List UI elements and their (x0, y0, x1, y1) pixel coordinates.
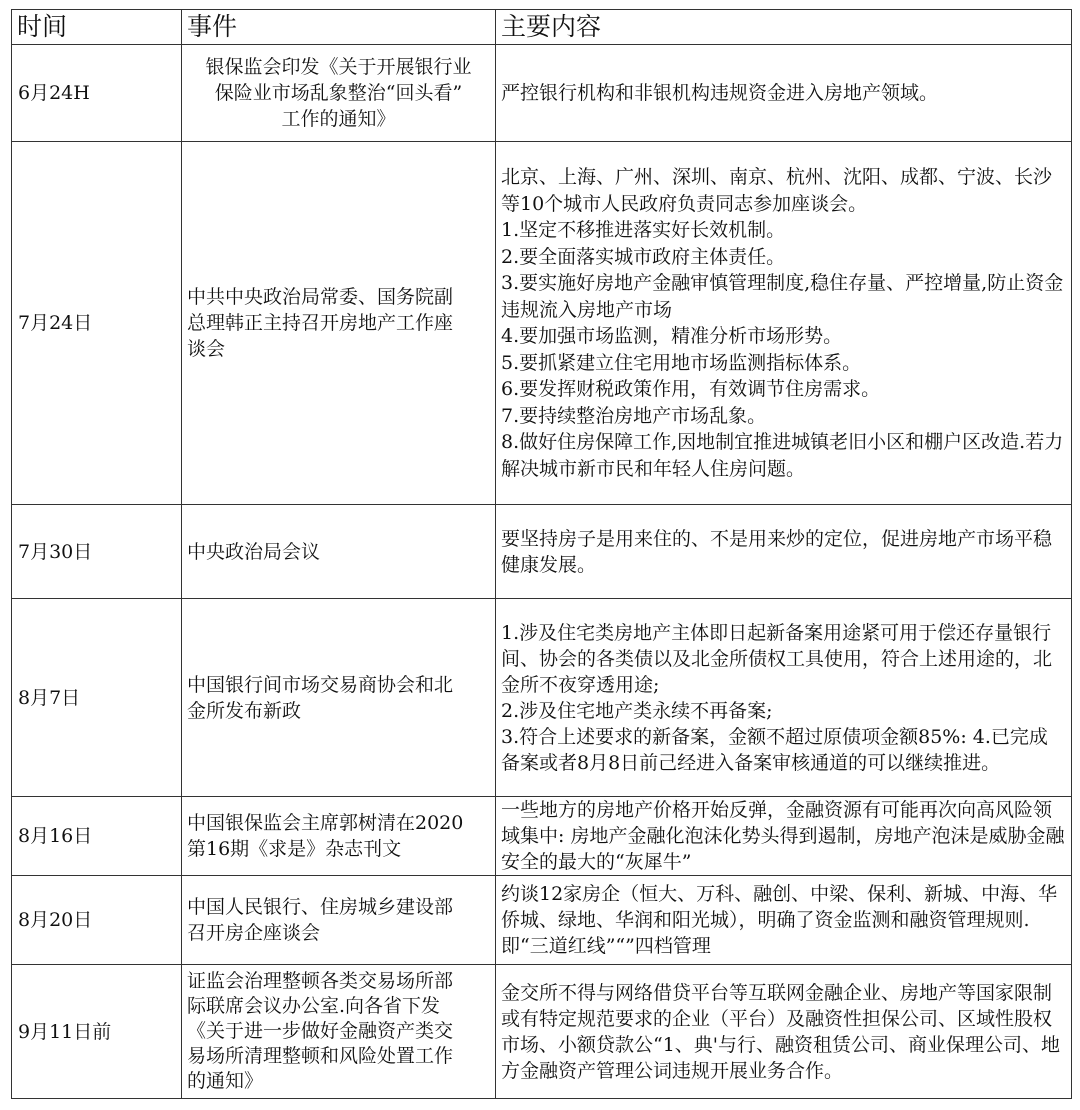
content-paragraph: 严控银行机构和非银机构违规资金进入房地产领域。 (501, 82, 939, 104)
content-paragraph: 7.要持续整治房地产市场乱象。 (501, 404, 767, 427)
event-line: 谈会 (187, 338, 226, 360)
date-cell: 6月24H (12, 45, 182, 142)
event-line: 中国银行间市场交易商协会和北 (187, 673, 454, 696)
event-line: 召开房企座谈会 (187, 922, 321, 944)
header-time: 时间 (12, 10, 182, 45)
content-paragraph: 1.坚定不移推进落实好长效机制。 (501, 219, 786, 241)
table-row (12, 142, 1072, 505)
content-paragraph: 6.要发挥财税政策作用，有效调节住房需求。 (501, 378, 881, 400)
content-paragraph: 1.涉及住宅类房地产主体即日起新备案用途紧可用于偿还存量银行间、协会的各类债以及北金所债权工具使用，符合上述用途的，北金所不夜穿透用途; (501, 621, 1053, 696)
content-paragraph: 8.做好住房保障工作,因地制宜推进城镇老旧小区和棚户区改造.若力解决城市新市民和年轻人住房问题。 (501, 431, 1064, 480)
content-paragraph: 4.要加强市场监测，精准分析市场形势。 (501, 325, 843, 347)
date-cell: 7月24日 (12, 142, 182, 505)
event-cell (182, 142, 496, 505)
table-row (12, 965, 1072, 1099)
table-row (12, 45, 1072, 142)
content-paragraph: 约谈12家房企（恒大、万科、融创、中梁、保利、新城、中海、华侨城、绿地、华润和阳光城），明确了资金监测和融资管理规则.即“三道红线”“”四档管理 (501, 883, 1058, 957)
date-cell: 8月20日 (12, 876, 182, 965)
header-event: 事件 (182, 10, 496, 45)
content-paragraph: 2.要全面落实城市政府主体责任。 (501, 245, 786, 268)
event-cell (182, 965, 496, 1099)
table-row (12, 797, 1072, 876)
policy-events-table (11, 9, 1072, 1099)
date-cell: 9月11日前 (12, 965, 182, 1099)
content-cell (496, 797, 1072, 876)
content-cell (496, 876, 1072, 965)
content-cell (496, 505, 1072, 599)
content-paragraph: 要坚持房子是用来住的、不是用来炒的定位，促进房地产市场平稳健康发展。 (501, 527, 1053, 576)
content-cell (496, 965, 1072, 1099)
content-paragraph: 3.要实施好房地产金融审慎管理制度,稳住存量、严控增量,防止资金违规流入房地产市场 (501, 272, 1064, 321)
content-paragraph: 5.要抓紧建立住宅用地市场监测指标体系。 (501, 351, 862, 374)
content-cell (496, 45, 1072, 142)
content-paragraph: 一些地方的房地产价格开始反弹，金融资源有可能再次向高风险领域集中: 房地产金融化泡沫化势头得到遏制，房地产泡沫是威胁金融安全的最大的“灰犀牛” (501, 799, 1065, 873)
event-line: 工作的通知》 (281, 108, 396, 130)
content-paragraph: 金交所不得与网络借贷平台等互联网金融企业、房地产等国家限制或有特定规范要求的企业（平台）及融资性担保公司、区域性股权市场、小额贷款公“1、典'与行、融资租赁公司、商业保理公司、地方金融资产管理公词违规开展业务合作。 (501, 981, 1061, 1082)
event-line: 总理韩正主持召开房地产工作座 (187, 312, 454, 334)
event-line: 《关于进一步做好金融资产类交 (187, 1020, 454, 1042)
date-cell: 8月7日 (12, 599, 182, 797)
event-cell (182, 599, 496, 797)
event-line: 际联席会议办公室.向各省下发 (187, 995, 441, 1017)
event-cell (182, 45, 496, 142)
event-cell (182, 797, 496, 876)
content-paragraph: 北京、上海、广州、深圳、南京、杭州、沈阳、成都、宁波、长沙等10个城市人民政府负责同志参加座谈会。 (501, 166, 1053, 215)
event-line: 保险业市场乱象整治“回头看” (214, 82, 463, 104)
event-line: 的通知》 (187, 1070, 264, 1092)
event-line: 证监会治理整顿各类交易场所部 (187, 970, 454, 992)
content-paragraph: 3.符合上述要求的新备案，金额不超过原债项金额85%: 4.已完成备案或者8月8日前己经进入备案审核通道的可以继续推进。 (501, 725, 1048, 774)
event-line: 第16期《求是》杂志刊文 (187, 838, 402, 860)
event-line: 金所发布新政 (187, 699, 302, 722)
date-cell: 8月16日 (12, 797, 182, 876)
table-row (12, 505, 1072, 599)
event-line: 银保监会印发《关于开展银行业 (205, 56, 472, 78)
date-cell: 7月30日 (12, 505, 182, 599)
event-line: 中央政治局会议 (187, 540, 321, 563)
header-content: 主要内容 (496, 10, 1072, 45)
event-cell (182, 505, 496, 599)
content-paragraph: 2.涉及住宅地产类永续不再备案; (501, 699, 773, 722)
header-row (12, 10, 1072, 45)
table-row (12, 876, 1072, 965)
event-line: 中国银保监会主席郭树清在2020 (187, 812, 464, 834)
event-line: 中国人民银行、住房城乡建设部 (187, 896, 454, 918)
event-line: 中共中央政治局常委、国务院副 (187, 286, 454, 308)
event-cell (182, 876, 496, 965)
event-line: 易场所清理整顿和风险处置工作 (187, 1045, 454, 1067)
content-cell (496, 142, 1072, 505)
table-row (12, 599, 1072, 797)
content-cell (496, 599, 1072, 797)
